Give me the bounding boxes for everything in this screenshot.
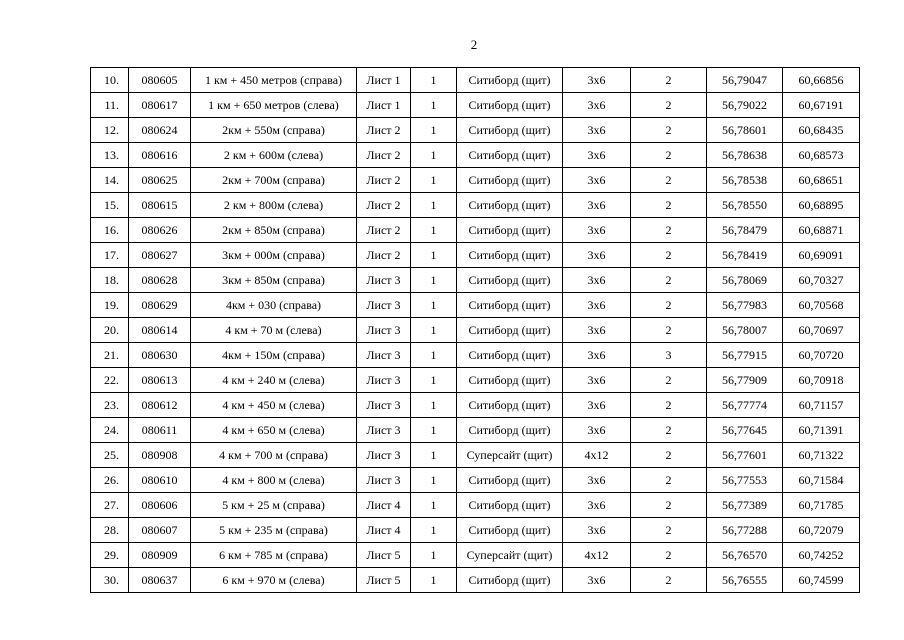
cell-size: 3х6: [563, 293, 631, 318]
cell-size: 3х6: [563, 518, 631, 543]
cell-row-number: 16.: [91, 218, 129, 243]
cell-row-number: 24.: [91, 418, 129, 443]
cell-sides: 2: [631, 93, 707, 118]
cell-latitude: 56,78479: [707, 218, 783, 243]
cell-quantity: 1: [411, 68, 457, 93]
cell-size: 3х6: [563, 243, 631, 268]
table-row: [91, 543, 860, 568]
cell-location: 2км + 550м (справа): [191, 118, 357, 143]
cell-size: 3х6: [563, 343, 631, 368]
cell-structure-type: Ситиборд (щит): [457, 118, 563, 143]
cell-location: 6 км + 970 м (слева): [191, 568, 357, 593]
cell-structure-type: Суперсайт (щит): [457, 543, 563, 568]
cell-quantity: 1: [411, 418, 457, 443]
table-row: [91, 118, 860, 143]
cell-row-number: 29.: [91, 543, 129, 568]
page-number: 2: [470, 37, 478, 52]
cell-structure-type: Ситиборд (щит): [457, 143, 563, 168]
cell-longitude: 60,71157: [783, 393, 860, 418]
table-row: [91, 568, 860, 593]
cell-sides: 2: [631, 268, 707, 293]
cell-size: 3х6: [563, 143, 631, 168]
cell-size: 3х6: [563, 218, 631, 243]
cell-latitude: 56,77909: [707, 368, 783, 393]
cell-location: 1 км + 650 метров (слева): [191, 93, 357, 118]
cell-structure-type: Ситиборд (щит): [457, 68, 563, 93]
cell-quantity: 1: [411, 143, 457, 168]
cell-sheet: Лист 3: [357, 468, 411, 493]
cell-location: 6 км + 785 м (справа): [191, 543, 357, 568]
cell-structure-type: Ситиборд (щит): [457, 318, 563, 343]
cell-latitude: 56,78538: [707, 168, 783, 193]
cell-location: 4 км + 240 м (слева): [191, 368, 357, 393]
cell-sheet: Лист 3: [357, 293, 411, 318]
cell-structure-type: Ситиборд (щит): [457, 518, 563, 543]
cell-latitude: 56,76555: [707, 568, 783, 593]
cell-longitude: 60,67191: [783, 93, 860, 118]
cell-sides: 2: [631, 543, 707, 568]
table-row: [91, 318, 860, 343]
cell-size: 3х6: [563, 468, 631, 493]
cell-sheet: Лист 2: [357, 218, 411, 243]
cell-size: 3х6: [563, 193, 631, 218]
cell-longitude: 60,74252: [783, 543, 860, 568]
cell-latitude: 56,79022: [707, 93, 783, 118]
cell-sides: 2: [631, 493, 707, 518]
cell-object-code: 080607: [129, 518, 191, 543]
cell-object-code: 080614: [129, 318, 191, 343]
cell-object-code: 080615: [129, 193, 191, 218]
cell-quantity: 1: [411, 443, 457, 468]
cell-location: 2 км + 800м (слева): [191, 193, 357, 218]
cell-sheet: Лист 2: [357, 193, 411, 218]
cell-object-code: 080613: [129, 368, 191, 393]
cell-size: 3х6: [563, 318, 631, 343]
table-row: [91, 343, 860, 368]
cell-quantity: 1: [411, 293, 457, 318]
cell-sheet: Лист 2: [357, 243, 411, 268]
cell-location: 2км + 700м (справа): [191, 168, 357, 193]
cell-object-code: 080625: [129, 168, 191, 193]
table-row: [91, 193, 860, 218]
cell-object-code: 080637: [129, 568, 191, 593]
table-row: [91, 168, 860, 193]
cell-object-code: 080628: [129, 268, 191, 293]
cell-sides: 2: [631, 393, 707, 418]
cell-location: 3км + 850м (справа): [191, 268, 357, 293]
cell-sides: 2: [631, 193, 707, 218]
cell-object-code: 080611: [129, 418, 191, 443]
placement-table: [90, 67, 860, 593]
cell-row-number: 25.: [91, 443, 129, 468]
cell-longitude: 60,71584: [783, 468, 860, 493]
cell-object-code: 080629: [129, 293, 191, 318]
cell-quantity: 1: [411, 243, 457, 268]
cell-object-code: 080606: [129, 493, 191, 518]
cell-row-number: 11.: [91, 93, 129, 118]
cell-structure-type: Ситиборд (щит): [457, 343, 563, 368]
cell-longitude: 60,68435: [783, 118, 860, 143]
cell-row-number: 15.: [91, 193, 129, 218]
cell-longitude: 60,70568: [783, 293, 860, 318]
cell-sides: 2: [631, 443, 707, 468]
cell-row-number: 13.: [91, 143, 129, 168]
table-row: [91, 143, 860, 168]
table-row: [91, 443, 860, 468]
cell-sheet: Лист 3: [357, 393, 411, 418]
cell-structure-type: Ситиборд (щит): [457, 293, 563, 318]
cell-sides: 2: [631, 468, 707, 493]
cell-sheet: Лист 3: [357, 443, 411, 468]
cell-size: 3х6: [563, 493, 631, 518]
cell-structure-type: Ситиборд (щит): [457, 393, 563, 418]
cell-location: 4 км + 700 м (справа): [191, 443, 357, 468]
cell-size: 3х6: [563, 418, 631, 443]
cell-location: 2км + 850м (справа): [191, 218, 357, 243]
cell-longitude: 60,72079: [783, 518, 860, 543]
cell-size: 3х6: [563, 168, 631, 193]
cell-row-number: 23.: [91, 393, 129, 418]
cell-location: 5 км + 25 м (справа): [191, 493, 357, 518]
cell-sheet: Лист 2: [357, 143, 411, 168]
cell-latitude: 56,77915: [707, 343, 783, 368]
cell-size: 4х12: [563, 443, 631, 468]
table-row: [91, 93, 860, 118]
cell-row-number: 30.: [91, 568, 129, 593]
cell-latitude: 56,78550: [707, 193, 783, 218]
cell-location: 4 км + 800 м (слева): [191, 468, 357, 493]
cell-row-number: 10.: [91, 68, 129, 93]
cell-longitude: 60,74599: [783, 568, 860, 593]
cell-row-number: 28.: [91, 518, 129, 543]
cell-longitude: 60,70327: [783, 268, 860, 293]
cell-location: 1 км + 450 метров (справа): [191, 68, 357, 93]
cell-latitude: 56,76570: [707, 543, 783, 568]
cell-object-code: 080630: [129, 343, 191, 368]
table-row: [91, 243, 860, 268]
cell-sheet: Лист 1: [357, 93, 411, 118]
cell-latitude: 56,77389: [707, 493, 783, 518]
cell-sheet: Лист 4: [357, 518, 411, 543]
cell-quantity: 1: [411, 543, 457, 568]
cell-sides: 2: [631, 568, 707, 593]
cell-quantity: 1: [411, 268, 457, 293]
cell-object-code: 080624: [129, 118, 191, 143]
cell-structure-type: Ситиборд (щит): [457, 193, 563, 218]
cell-latitude: 56,77983: [707, 293, 783, 318]
cell-sides: 2: [631, 218, 707, 243]
cell-row-number: 18.: [91, 268, 129, 293]
cell-sheet: Лист 4: [357, 493, 411, 518]
table-row: [91, 493, 860, 518]
cell-quantity: 1: [411, 493, 457, 518]
cell-latitude: 56,77288: [707, 518, 783, 543]
cell-row-number: 27.: [91, 493, 129, 518]
cell-size: 3х6: [563, 268, 631, 293]
table-row: [91, 293, 860, 318]
cell-latitude: 56,78069: [707, 268, 783, 293]
cell-sheet: Лист 3: [357, 268, 411, 293]
cell-sheet: Лист 3: [357, 368, 411, 393]
cell-latitude: 56,78638: [707, 143, 783, 168]
table-row: [91, 368, 860, 393]
cell-location: 2 км + 600м (слева): [191, 143, 357, 168]
cell-longitude: 60,71391: [783, 418, 860, 443]
table-row: [91, 418, 860, 443]
cell-latitude: 56,78007: [707, 318, 783, 343]
cell-latitude: 56,77553: [707, 468, 783, 493]
cell-longitude: 60,68871: [783, 218, 860, 243]
cell-row-number: 22.: [91, 368, 129, 393]
cell-longitude: 60,69091: [783, 243, 860, 268]
cell-sheet: Лист 2: [357, 118, 411, 143]
cell-structure-type: Ситиборд (щит): [457, 568, 563, 593]
cell-longitude: 60,71322: [783, 443, 860, 468]
cell-structure-type: Ситиборд (щит): [457, 218, 563, 243]
table-row: [91, 68, 860, 93]
cell-quantity: 1: [411, 518, 457, 543]
cell-object-code: 080627: [129, 243, 191, 268]
cell-sides: 2: [631, 243, 707, 268]
cell-location: 4 км + 70 м (слева): [191, 318, 357, 343]
table-row: [91, 218, 860, 243]
cell-object-code: 080605: [129, 68, 191, 93]
cell-longitude: 60,70720: [783, 343, 860, 368]
cell-latitude: 56,77645: [707, 418, 783, 443]
cell-structure-type: Ситиборд (щит): [457, 418, 563, 443]
cell-longitude: 60,68651: [783, 168, 860, 193]
cell-sheet: Лист 3: [357, 318, 411, 343]
cell-quantity: 1: [411, 368, 457, 393]
cell-object-code: 080612: [129, 393, 191, 418]
cell-sides: 2: [631, 168, 707, 193]
cell-location: 4 км + 650 м (слева): [191, 418, 357, 443]
cell-location: 5 км + 235 м (справа): [191, 518, 357, 543]
cell-object-code: 080909: [129, 543, 191, 568]
cell-sheet: Лист 3: [357, 418, 411, 443]
cell-structure-type: Ситиборд (щит): [457, 468, 563, 493]
cell-size: 3х6: [563, 68, 631, 93]
cell-size: 3х6: [563, 568, 631, 593]
cell-quantity: 1: [411, 318, 457, 343]
cell-sheet: Лист 3: [357, 343, 411, 368]
cell-location: 4 км + 450 м (слева): [191, 393, 357, 418]
cell-object-code: 080616: [129, 143, 191, 168]
cell-quantity: 1: [411, 393, 457, 418]
cell-longitude: 60,70697: [783, 318, 860, 343]
table-row: [91, 518, 860, 543]
cell-quantity: 1: [411, 568, 457, 593]
cell-row-number: 19.: [91, 293, 129, 318]
cell-size: 4х12: [563, 543, 631, 568]
cell-quantity: 1: [411, 118, 457, 143]
cell-sides: 2: [631, 68, 707, 93]
cell-location: 3км + 000м (справа): [191, 243, 357, 268]
cell-structure-type: Ситиборд (щит): [457, 243, 563, 268]
cell-structure-type: Ситиборд (щит): [457, 168, 563, 193]
cell-longitude: 60,70918: [783, 368, 860, 393]
cell-sides: 3: [631, 343, 707, 368]
cell-object-code: 080617: [129, 93, 191, 118]
cell-sides: 2: [631, 518, 707, 543]
cell-location: 4км + 150м (справа): [191, 343, 357, 368]
cell-latitude: 56,79047: [707, 68, 783, 93]
table-row: [91, 393, 860, 418]
cell-row-number: 14.: [91, 168, 129, 193]
cell-structure-type: Ситиборд (щит): [457, 493, 563, 518]
cell-sides: 2: [631, 118, 707, 143]
cell-latitude: 56,78419: [707, 243, 783, 268]
cell-row-number: 20.: [91, 318, 129, 343]
cell-structure-type: Ситиборд (щит): [457, 93, 563, 118]
cell-sheet: Лист 5: [357, 543, 411, 568]
cell-object-code: 080610: [129, 468, 191, 493]
cell-latitude: 56,77601: [707, 443, 783, 468]
cell-quantity: 1: [411, 343, 457, 368]
cell-sides: 2: [631, 293, 707, 318]
cell-size: 3х6: [563, 93, 631, 118]
cell-quantity: 1: [411, 168, 457, 193]
table-body: [91, 68, 860, 593]
cell-sides: 2: [631, 318, 707, 343]
cell-structure-type: Суперсайт (щит): [457, 443, 563, 468]
cell-row-number: 17.: [91, 243, 129, 268]
cell-sides: 2: [631, 368, 707, 393]
cell-sheet: Лист 2: [357, 168, 411, 193]
cell-size: 3х6: [563, 368, 631, 393]
cell-sides: 2: [631, 143, 707, 168]
cell-sheet: Лист 1: [357, 68, 411, 93]
cell-quantity: 1: [411, 468, 457, 493]
cell-structure-type: Ситиборд (щит): [457, 268, 563, 293]
cell-row-number: 26.: [91, 468, 129, 493]
cell-object-code: 080908: [129, 443, 191, 468]
cell-structure-type: Ситиборд (щит): [457, 368, 563, 393]
cell-location: 4км + 030 (справа): [191, 293, 357, 318]
cell-sides: 2: [631, 418, 707, 443]
cell-row-number: 12.: [91, 118, 129, 143]
cell-size: 3х6: [563, 118, 631, 143]
cell-size: 3х6: [563, 393, 631, 418]
cell-object-code: 080626: [129, 218, 191, 243]
cell-quantity: 1: [411, 93, 457, 118]
cell-longitude: 60,66856: [783, 68, 860, 93]
cell-quantity: 1: [411, 218, 457, 243]
cell-longitude: 60,68573: [783, 143, 860, 168]
table-row: [91, 468, 860, 493]
cell-longitude: 60,68895: [783, 193, 860, 218]
cell-longitude: 60,71785: [783, 493, 860, 518]
cell-quantity: 1: [411, 193, 457, 218]
table-row: [91, 268, 860, 293]
cell-latitude: 56,78601: [707, 118, 783, 143]
cell-latitude: 56,77774: [707, 393, 783, 418]
cell-row-number: 21.: [91, 343, 129, 368]
cell-sheet: Лист 5: [357, 568, 411, 593]
